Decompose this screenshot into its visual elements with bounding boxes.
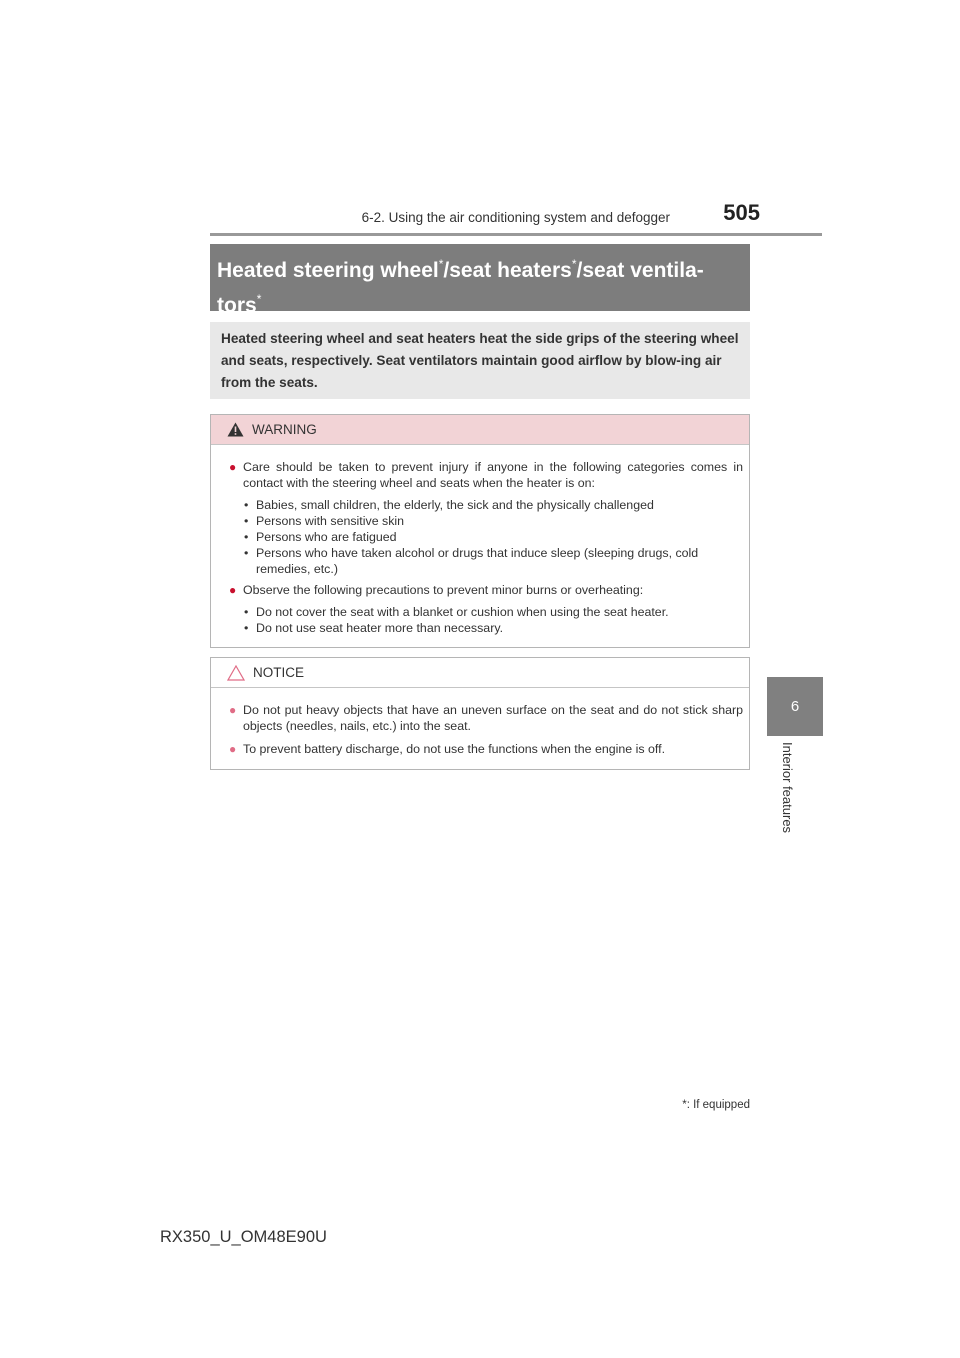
title-part: Heated steering wheel <box>217 259 439 282</box>
title-part: /seat heaters <box>443 259 572 282</box>
notice-box <box>210 657 750 770</box>
bullet-icon: ● <box>229 742 237 756</box>
list-item: • Babies, small children, the elderly, the sick and the physically challenged <box>244 498 654 512</box>
warning-body <box>211 445 749 636</box>
list-item: • Persons who have taken alcohol or drugs that induce sleep (sleeping drugs, cold remedies, etc.) <box>244 546 699 576</box>
notice-body <box>211 688 749 757</box>
warning-sublist <box>229 604 743 636</box>
bullet-icon: ● <box>229 460 237 474</box>
list-item: • Do not cover the seat with a blanket or cushion when using the seat heater. <box>244 605 669 619</box>
notice-point-text: Do not put heavy objects that have an uneven surface on the seat and do not stick sharp objects (needles, nails, etc.) into the seat. <box>243 703 743 733</box>
warning-sublist <box>229 497 743 577</box>
notice-point <box>229 741 743 757</box>
bullet-icon: ● <box>229 703 237 717</box>
intro-text: Heated steering wheel and seat heaters heat the side grips of the steering wheel and seats, respectively. Seat ventilators maintain good airflow by blow-ing air from the seats. <box>210 322 750 399</box>
notice-point <box>229 702 743 734</box>
list-item: • Persons with sensitive skin <box>244 514 405 528</box>
footnote-mark: * <box>438 257 444 271</box>
notice-heading: NOTICE <box>253 665 305 680</box>
footnote <box>620 1099 750 1111</box>
notice-point-text: To prevent battery discharge, do not use the functions when the engine is off. <box>243 742 666 756</box>
list-item: • Do not use seat heater more than necessary. <box>244 621 504 635</box>
warning-point <box>229 582 743 598</box>
document-code: RX350_U_OM48E90U <box>160 1228 327 1246</box>
footnote-mark: * <box>571 257 577 271</box>
chapter-label: Interior features <box>780 742 795 834</box>
warning-triangle-icon <box>227 422 244 437</box>
page-number: 505 <box>723 200 760 225</box>
warning-point <box>229 459 743 491</box>
warning-point-text: Observe the following precautions to prevent minor burns or overheating: <box>243 583 644 597</box>
chapter-tab[interactable]: 6 <box>767 677 823 736</box>
running-header: 6-2. Using the air conditioning system and defogger <box>361 210 670 225</box>
list-item: • Persons who are fatigued <box>244 530 397 544</box>
caution-triangle-outline-icon <box>227 665 245 681</box>
section-title <box>210 244 750 317</box>
bullet-icon: ● <box>229 583 237 597</box>
warning-point-text: Care should be taken to prevent injury if anyone in the following categories comes in contact with the steering wheel and seats when the heater is on: <box>243 460 743 490</box>
footnote-text: : If equipped <box>686 1099 750 1111</box>
warning-heading: WARNING <box>252 422 317 437</box>
warning-header <box>211 415 749 445</box>
title-part: /seat ventila- <box>576 259 704 282</box>
header-divider <box>210 233 822 236</box>
title-part: tors <box>217 294 257 317</box>
notice-header <box>211 658 749 688</box>
warning-box <box>210 414 750 648</box>
footnote-mark: * <box>256 292 262 306</box>
footnote-mark: * <box>682 1099 687 1111</box>
